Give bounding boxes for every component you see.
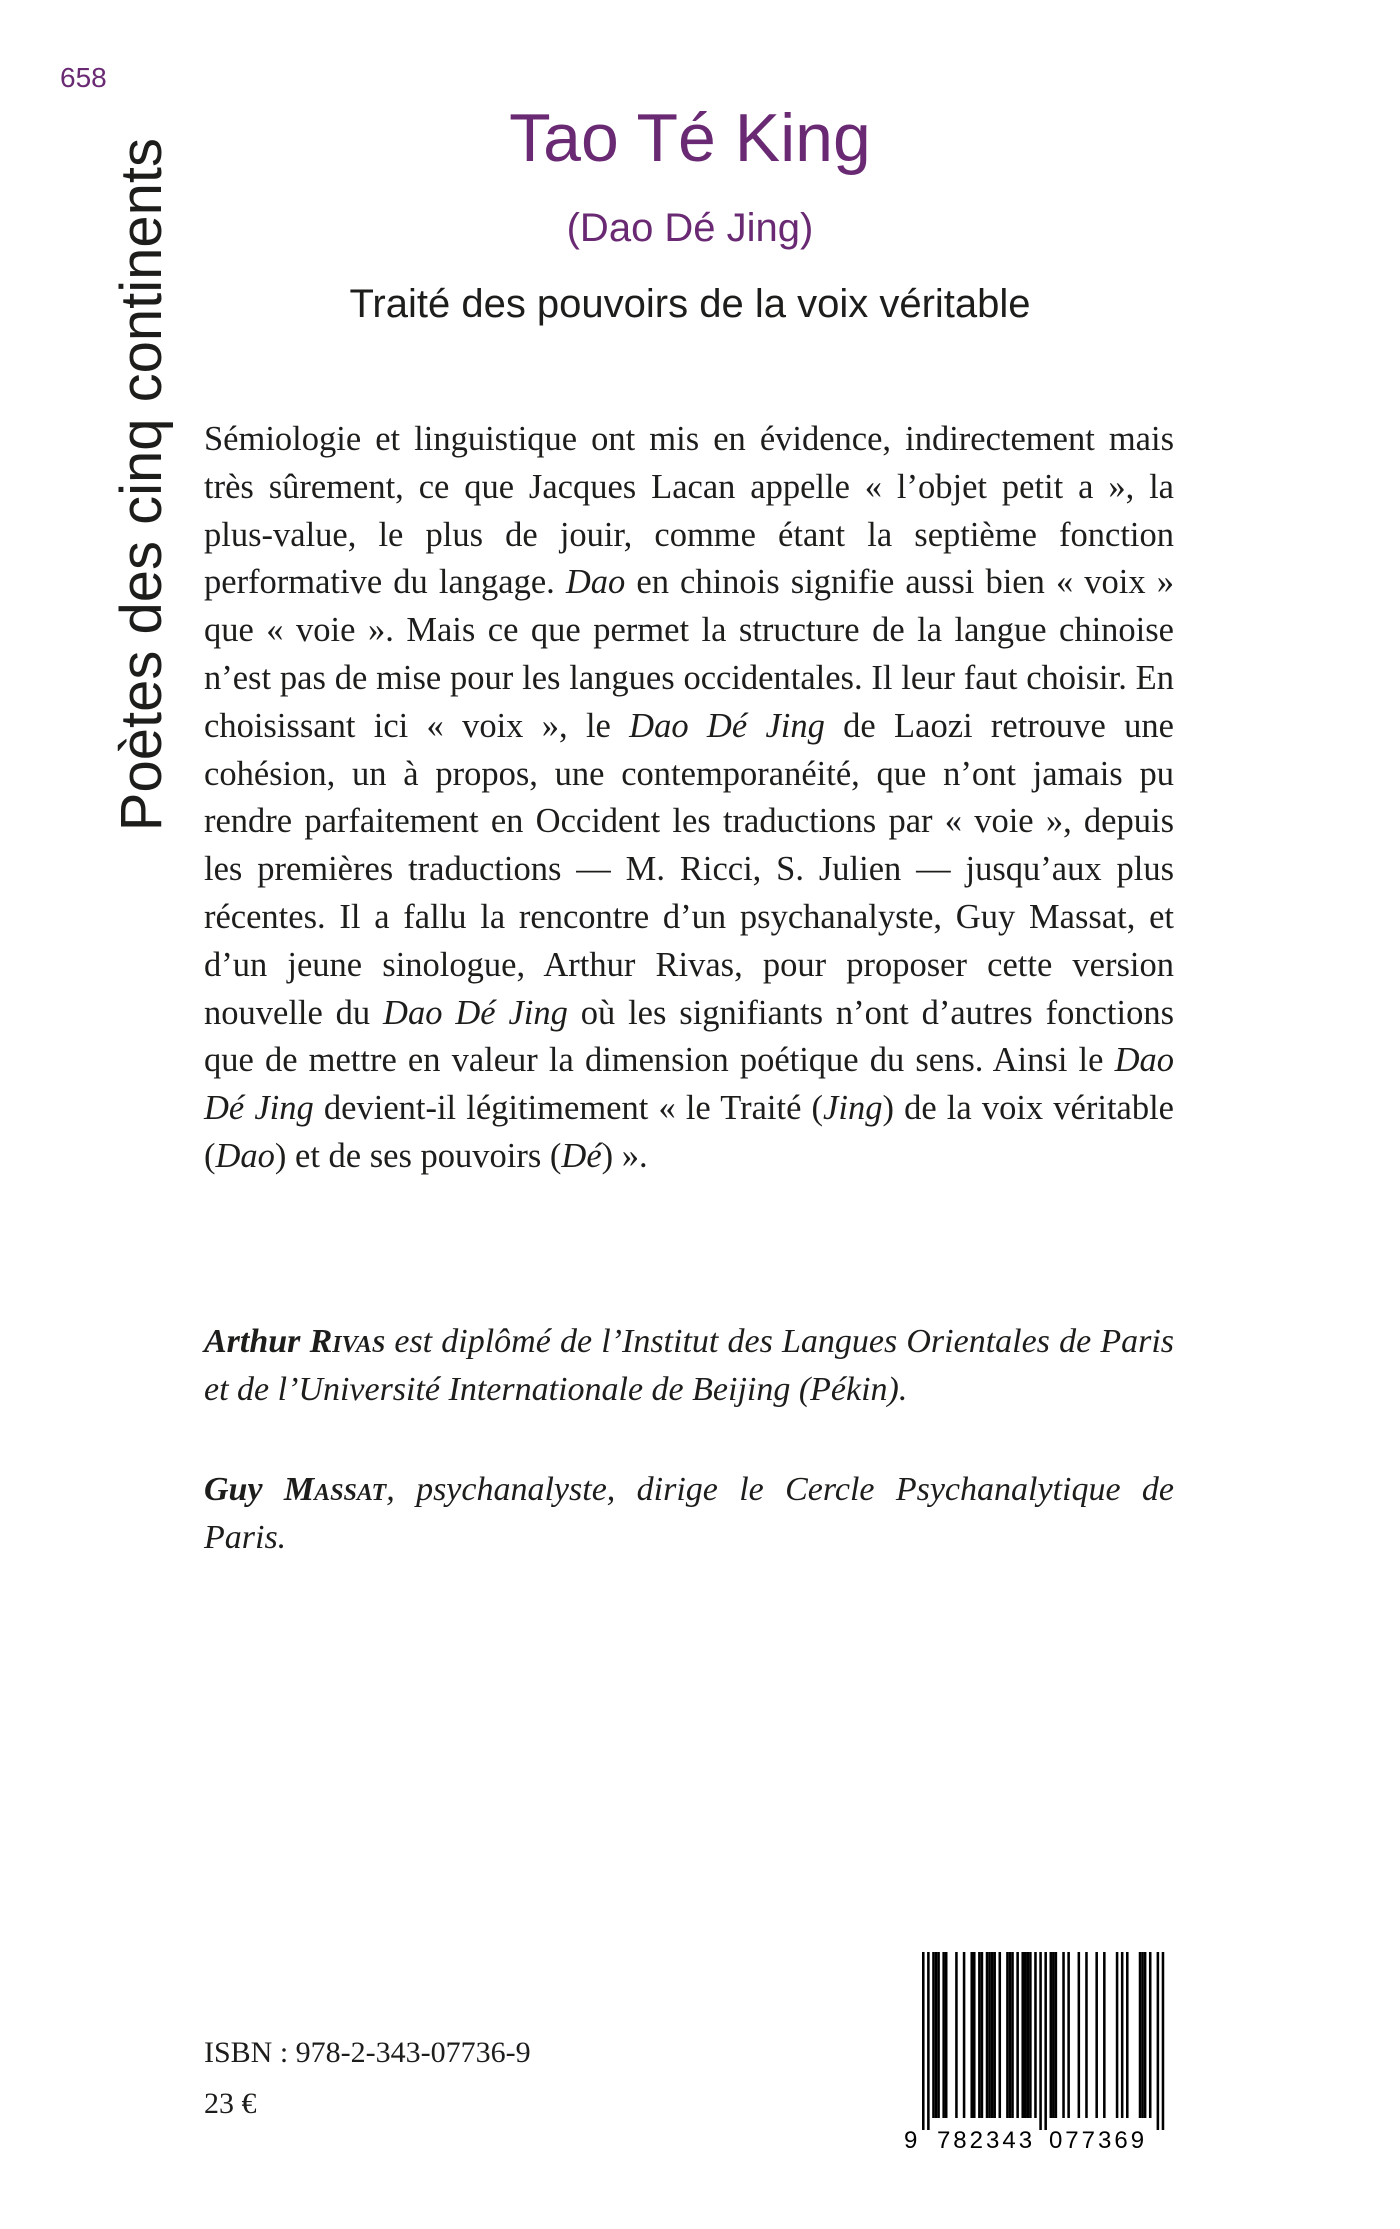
- barcode-bar: [1157, 1952, 1160, 2130]
- barcode-bar: [1141, 1952, 1144, 2118]
- barcode-bar: [970, 1952, 973, 2118]
- barcode-bar: [932, 1952, 935, 2118]
- barcode-bar: [927, 1952, 930, 2130]
- blurb-emphasis: Dé: [561, 1136, 602, 1175]
- barcode-bar: [1067, 1952, 1070, 2118]
- barcode-bar: [988, 1952, 991, 2118]
- author-name: [204, 1323, 385, 1360]
- barcode-digits-right: 077369: [1048, 2127, 1148, 2154]
- blurb-text: ) ».: [601, 1136, 648, 1175]
- author-bio-massat: [204, 1466, 1174, 1561]
- blurb-emphasis: Dao: [565, 563, 626, 602]
- barcode-bar: [1144, 1952, 1147, 2118]
- barcode-bar: [986, 1952, 989, 2118]
- barcode-bar: [973, 1952, 976, 2118]
- isbn: ISBN : 978-2-343-07736-9: [204, 2036, 531, 2069]
- blurb-emphasis: Dao Dé Jing: [383, 993, 568, 1032]
- blurb-text: devient-il légitimement « le Traité (: [313, 1089, 824, 1128]
- blurb-text: où les signifiants n’ont d’autres fonctions que de mettre en valeur la dimension poétique du sens. Ainsi le: [204, 993, 1174, 1080]
- barcode-bar: [1078, 1952, 1081, 2118]
- bio-text: est diplômé de l’Institut des Langues Orientales de Paris et de l’Université Internationale de Beijing (Pékin).: [204, 1323, 1174, 1408]
- author-last-initial: M: [283, 1471, 315, 1508]
- blurb-text: de Laozi retrouve une cohésion, un à propos, une contemporanéité, que n’ont jamais pu rendre parfaitement en Occident les traductions par « voie », depuis les premières traductions — M. Ricci, S. Julien — jusqu’aux plus récentes. Il a fallu la rencontre d’un psychanalyste, Guy Massat, et d’un jeune sinologue, Arthur Rivas, pour proposer cette version nouvelle du: [204, 706, 1174, 1032]
- barcode-bar: [1011, 1952, 1014, 2118]
- author-name: [204, 1471, 386, 1508]
- barcode-bar: [1121, 1952, 1124, 2118]
- blurb-emphasis: Jing: [823, 1089, 883, 1128]
- barcode-bar: [1149, 1952, 1152, 2118]
- barcode-bar: [1044, 1952, 1047, 2130]
- barcode-bar: [1062, 1952, 1065, 2118]
- barcode: [898, 1948, 1180, 2154]
- barcode-bar: [1006, 1952, 1009, 2118]
- barcode-bar: [1162, 1952, 1165, 2130]
- book-subtitle: (Dao Dé Jing): [566, 206, 814, 250]
- blurb: [204, 416, 1174, 1181]
- barcode-bar: [1055, 1952, 1058, 2118]
- bio-paragraph: [204, 1318, 1174, 1413]
- barcode-bar: [978, 1952, 981, 2118]
- barcode-bar: [1116, 1952, 1119, 2118]
- barcode-background: [898, 1948, 1180, 2154]
- blurb-text: ) de la voix véritable (: [204, 1089, 1174, 1175]
- barcode-bar: [1039, 1952, 1042, 2130]
- barcode-bar: [981, 1952, 984, 2118]
- barcode-bar: [955, 1952, 958, 2118]
- barcode-bar: [991, 1952, 994, 2118]
- book-tagline: Traité des pouvoirs de la voix véritable: [349, 282, 1031, 326]
- barcode-bar: [935, 1952, 938, 2118]
- barcode-bar: [922, 1952, 925, 2130]
- blurb-text: ) et de ses pouvoirs (: [274, 1136, 562, 1175]
- barcode-bar: [963, 1952, 966, 2118]
- barcode-bar: [937, 1952, 940, 2118]
- author-last-rest: assat: [314, 1471, 387, 1508]
- barcode-bar: [1034, 1952, 1037, 2118]
- barcode-bar: [1139, 1952, 1142, 2118]
- barcode-bar: [1052, 1952, 1055, 2118]
- blurb-emphasis: Dao Dé Jing: [629, 706, 825, 745]
- bio-text: , psychanalyste, dirige le Cercle Psychanalytique de Paris.: [204, 1471, 1174, 1556]
- barcode-bar: [1021, 1952, 1024, 2118]
- barcode-bar: [1095, 1952, 1098, 2118]
- barcode-bar: [942, 1952, 945, 2118]
- barcode-digits-left: 782343: [936, 2127, 1036, 2154]
- author-first-name: Guy: [204, 1471, 284, 1508]
- barcode-bar: [1016, 1952, 1019, 2118]
- blurb-paragraph: [204, 416, 1174, 1181]
- series-name: Poètes des cinq continents: [109, 138, 174, 832]
- barcode-bar: [1029, 1952, 1032, 2118]
- barcode-bar: [1103, 1952, 1106, 2118]
- author-bio-rivas: [204, 1318, 1174, 1413]
- author-first-name: Arthur: [204, 1323, 310, 1360]
- price: 23 €: [204, 2087, 257, 2120]
- blurb-emphasis: Dao: [215, 1136, 275, 1175]
- author-last-rest: ivas: [332, 1323, 386, 1360]
- series-number: 658: [60, 62, 107, 93]
- barcode-bar: [999, 1952, 1002, 2118]
- barcode-bar: [1009, 1952, 1012, 2118]
- bio-paragraph: [204, 1466, 1174, 1561]
- barcode-bar: [1126, 1952, 1129, 2118]
- blurb-text: en chinois signifie aussi bien « voix » que « voie ». Mais ce que permet la structure de la langue chinoise n’est pas de mise pour les langues occidentales. Il leur faut choisir. En choisissant ici « voix », le: [204, 563, 1174, 745]
- barcode-bar: [993, 1952, 996, 2118]
- barcode-bar: [1027, 1952, 1030, 2118]
- barcode-bar: [1050, 1952, 1053, 2118]
- author-last-initial: R: [309, 1323, 333, 1360]
- barcode-bar: [1085, 1952, 1088, 2118]
- barcode-digit-first: 9: [904, 2127, 918, 2154]
- blurb-emphasis: Dao Dé Jing: [204, 1041, 1174, 1128]
- book-title: Tao Té King: [509, 100, 871, 176]
- blurb-text: Sémiologie et linguistique ont mis en évidence, indirectement mais très sûrement, ce que Jacques Lacan appelle « l’objet petit a », la plus-value, le plus de jouir, comme étant la septième fonction performative du langage.: [204, 420, 1174, 602]
- barcode-bar: [1024, 1952, 1027, 2118]
- barcode-bar: [945, 1952, 948, 2118]
